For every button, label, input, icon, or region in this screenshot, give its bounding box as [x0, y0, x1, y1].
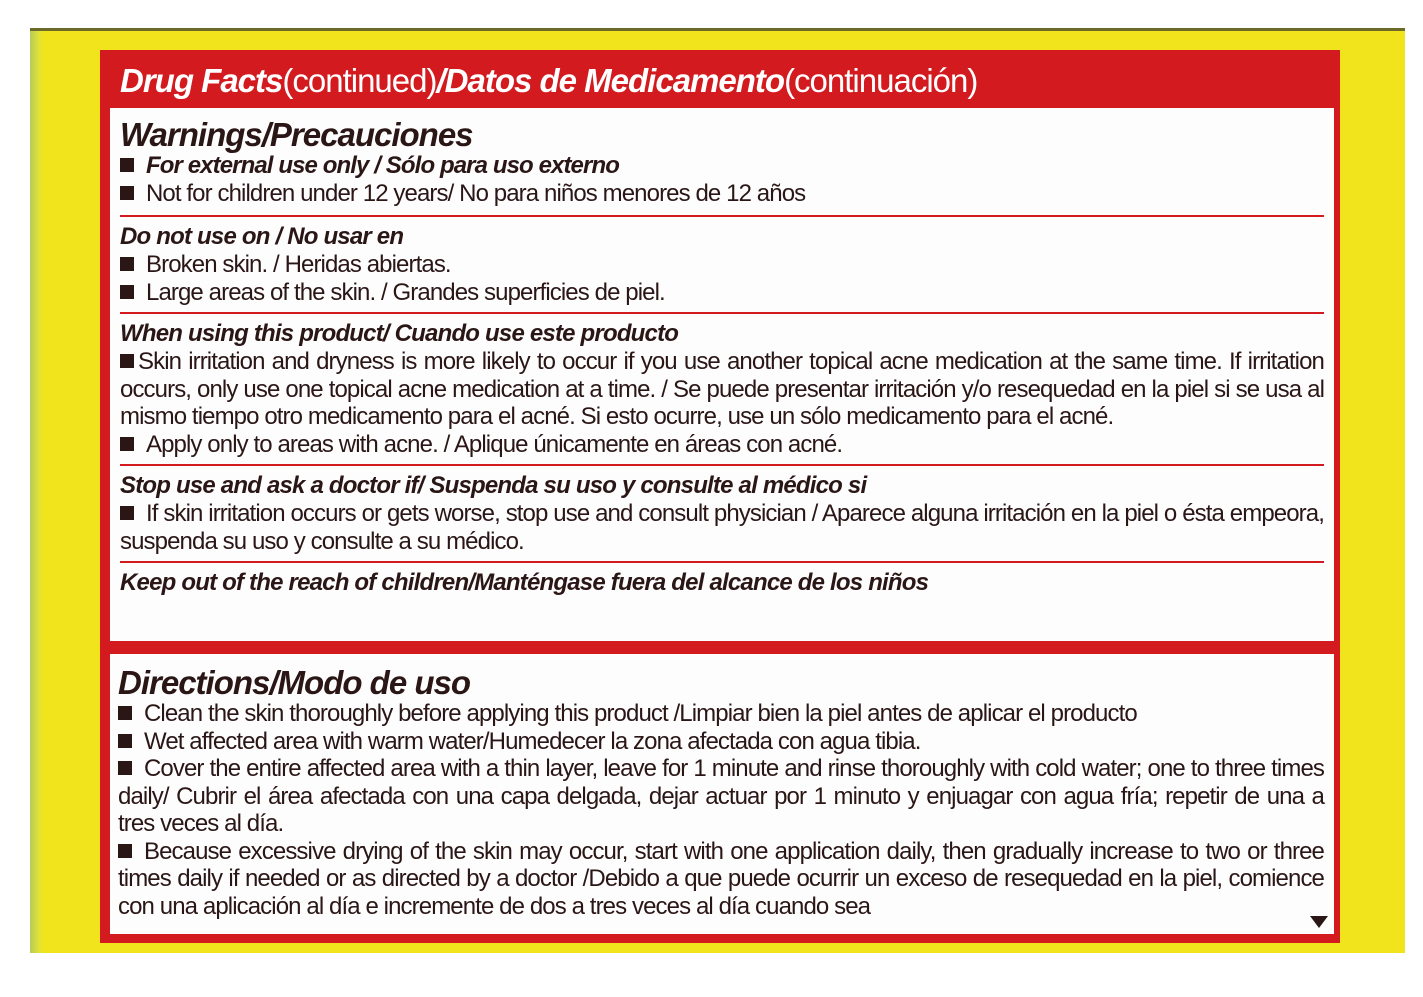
do-not-use-item-text: Broken skin. / Heridas abiertas. [146, 251, 451, 278]
drug-facts-header [120, 58, 977, 104]
package-edge [30, 31, 44, 953]
keep-out-section [120, 569, 1324, 597]
warnings-item-text: For external use only / Sólo para uso externo [146, 152, 619, 179]
warnings-title: Warnings/Precauciones [120, 116, 473, 153]
warnings-item [120, 152, 1324, 180]
directions-panel [110, 654, 1334, 934]
section-divider [120, 312, 1324, 314]
bullet-icon [120, 437, 134, 451]
warnings-item [120, 180, 1324, 208]
section-divider [120, 464, 1324, 466]
bullet-icon [118, 706, 132, 720]
warnings-section [120, 118, 1324, 217]
directions-item-text: Wet affected area with warm water/Humedecer la zona afectada con agua tibia. [144, 727, 921, 755]
when-using-item [120, 431, 1324, 459]
directions-item-text: Clean the skin thoroughly before applying this product /Limpiar bien la piel antes de aplicar el producto [144, 700, 1137, 727]
header-continued-es: (continuación) [784, 62, 978, 99]
warnings-item-text: Not for children under 12 years/ No para niños menores de 12 años [146, 179, 806, 207]
directions-title: Directions/Modo de uso [118, 664, 471, 701]
directions-item [118, 728, 1324, 756]
do-not-use-item-text: Large areas of the skin. / Grandes superficies de piel. [146, 278, 665, 306]
stop-use-item-text: If skin irritation occurs or gets worse, stop use and consult physician / Aparece alguna irritación en la piel o ésta empeora, suspenda su uso y consulte a su médico. [120, 500, 1324, 555]
keep-out-title: Keep out of the reach of children/Manténgase fuera del alcance de los niños [120, 569, 929, 596]
bullet-icon [120, 354, 134, 368]
section-divider [120, 215, 1324, 217]
do-not-use-title: Do not use on / No usar en [120, 223, 404, 250]
when-using-item [120, 348, 1324, 431]
do-not-use-section [120, 223, 1324, 314]
when-using-item-text: Apply only to areas with acne. / Aplique únicamente en áreas con acné. [146, 430, 843, 458]
bullet-icon [118, 844, 132, 858]
bullet-icon [120, 158, 134, 172]
when-using-title: When using this product/ Cuando use este producto [120, 320, 679, 347]
header-title-es: /Datos de Medicamento [436, 62, 785, 99]
directions-item-text: Cover the entire affected area with a thin layer, leave for 1 minute and rinse thoroughly with cold water; one to three times daily/ Cubrir el área afectada con una capa delgada, dejar actuar por 1 minuto y enjuagar con agua fría; repetir de una a tres veces al día. [118, 755, 1324, 837]
warnings-panel [110, 108, 1334, 641]
directions-item-text: Because excessive drying of the skin may occur, start with one application daily, then gradually increase to two or three times daily if needed or as directed by a doctor /Debido a que puede ocurrir un exceso de resequedad en la piel, comience con una aplicación al día e incremente de dos a tres veces al día cuando sea [118, 837, 1324, 920]
bullet-icon [120, 186, 134, 200]
bullet-icon [120, 506, 134, 520]
header-continued-en: (continued) [282, 62, 437, 99]
section-divider [120, 561, 1324, 563]
header-title-en: Drug Facts [120, 62, 283, 99]
when-using-item-text: Skin irritation and dryness is more likely to occur if you use another topical acne medication at the same time. If irritation occurs, only use one topical acne medication at a time. / Se puede presentar irritación y/o resequedad en la piel si se usa al mismo tiempo otro medicamento para el acné. Si esto ocurre, use un sólo medicamento para el acné. [120, 348, 1324, 430]
directions-item [118, 700, 1324, 728]
do-not-use-item [120, 279, 1324, 307]
stop-use-title: Stop use and ask a doctor if/ Suspenda su uso y consulte al médico si [120, 472, 867, 499]
bullet-icon [120, 257, 134, 271]
bullet-icon [120, 285, 134, 299]
bullet-icon [118, 734, 132, 748]
continued-arrow-icon [1310, 916, 1328, 928]
directions-item [118, 838, 1324, 921]
stop-use-item [120, 500, 1324, 555]
when-using-section [120, 320, 1324, 466]
do-not-use-item [120, 251, 1324, 279]
directions-item [118, 755, 1324, 838]
bullet-icon [118, 761, 132, 775]
stop-use-section [120, 472, 1324, 563]
